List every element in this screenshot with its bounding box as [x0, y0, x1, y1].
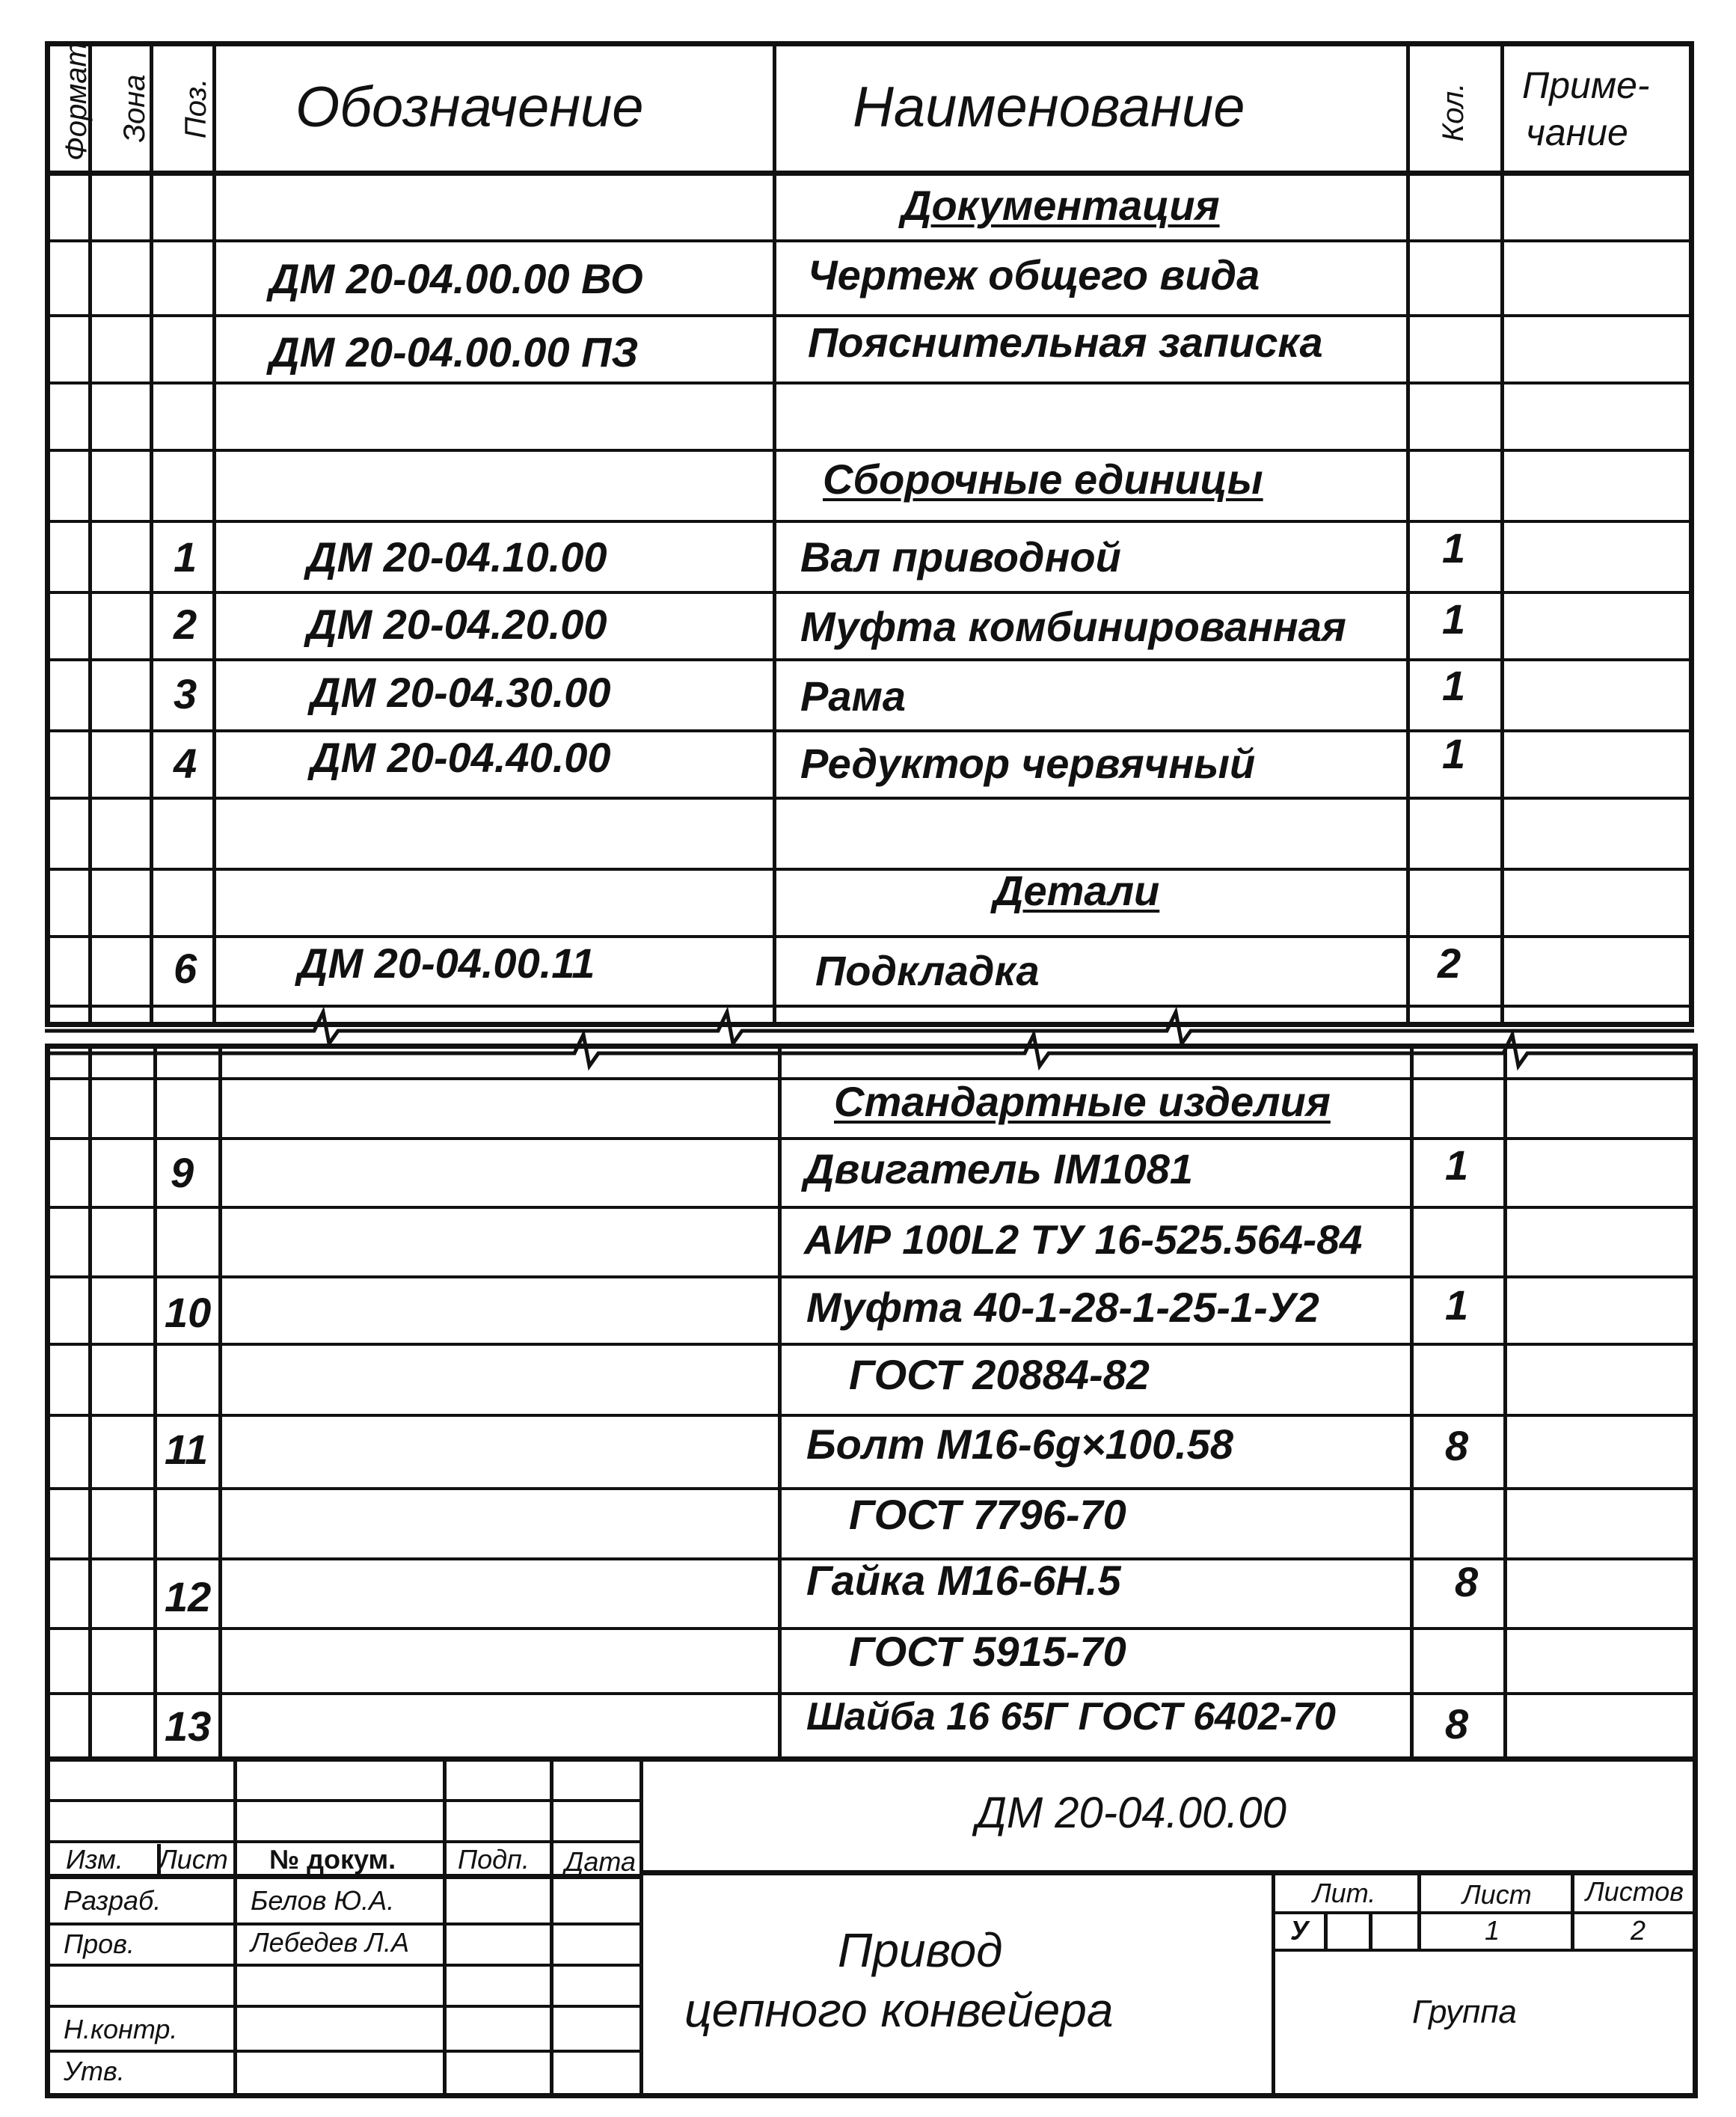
col-line [218, 1044, 222, 1758]
qty-cell: 1 [1442, 662, 1466, 709]
pos-cell: 13 [165, 1703, 212, 1750]
designation-cell: ДМ 20-04.00.11 [298, 940, 595, 987]
title-row-line [45, 2050, 640, 2053]
name-cell: Гайка М16-6Н.5 [806, 1557, 1121, 1604]
label-date: Дата [565, 1846, 636, 1877]
row-line [45, 1414, 1698, 1417]
name-cell: Шайба 16 65Г ГОСТ 6402-70 [806, 1695, 1336, 1738]
label-lit: Лит. [1313, 1878, 1376, 1908]
qty-cell: 2 [1438, 940, 1462, 987]
col-line [1503, 1044, 1507, 1758]
pos-cell: 9 [171, 1149, 194, 1196]
qty-cell: 1 [1442, 524, 1466, 572]
header-pos: Поз. [180, 78, 212, 139]
row-line [45, 1206, 1698, 1209]
name-cell: Редуктор червячный [800, 740, 1256, 787]
name-cell: Подкладка [815, 947, 1040, 994]
title-col-line [1272, 1870, 1275, 2098]
label-norm-control: Н.контр. [64, 2014, 178, 2044]
label-list: Лист [159, 1844, 228, 1875]
checker-name: Лебедев Л.А [251, 1927, 409, 1958]
section-documentation: Документация [901, 182, 1220, 229]
designation-cell: ДМ 20-04.00.00 ВО [269, 255, 643, 302]
title-col-line [1369, 1911, 1372, 1949]
label-doc-no: № докум. [269, 1844, 396, 1875]
title-col-line [233, 1756, 237, 2098]
qty-cell: 8 [1445, 1700, 1469, 1747]
title-col-line [550, 1756, 553, 2098]
header-qty: Кол. [1437, 82, 1470, 142]
pos-cell: 4 [174, 740, 197, 787]
header-note-line1: Приме- [1522, 64, 1650, 106]
title-row-line [1272, 1911, 1698, 1914]
name-cell: ГОСТ 7796-70 [849, 1491, 1126, 1538]
pos-cell: 2 [174, 601, 197, 648]
sheets-value: 2 [1631, 1915, 1646, 1946]
label-approved: Утв. [64, 2056, 125, 2086]
title-block-top-line [45, 1756, 1698, 1762]
group-label: Группа [1412, 1994, 1517, 2030]
label-developed: Разраб. [64, 1885, 162, 1916]
title-row-line [45, 1923, 640, 1925]
section-details: Детали [993, 867, 1160, 914]
title-row-line [45, 1964, 640, 1967]
header-designation: Обозначение [295, 76, 644, 139]
label-sheet: Лист [1462, 1879, 1532, 1910]
header-zone: Зона [118, 74, 151, 143]
title-row-line [45, 1840, 640, 1843]
designation-cell: ДМ 20-04.20.00 [307, 601, 607, 648]
title-row-line [1272, 1949, 1698, 1952]
row-line [45, 1137, 1698, 1140]
qty-cell: 1 [1442, 730, 1466, 777]
title-line2: цепного конвейера [684, 1983, 1114, 2037]
name-cell: АИР 100L2 ТУ 16-525.564-84 [804, 1216, 1363, 1263]
col-line [778, 1044, 782, 1758]
section-standard-items: Стандартные изделия [834, 1078, 1331, 1125]
section-assembly-units: Сборочные единицы [823, 456, 1263, 503]
title-row-line [640, 1870, 1698, 1875]
title-row-line [45, 1799, 640, 1802]
qty-cell: 1 [1445, 1281, 1469, 1329]
label-checked: Пров. [64, 1928, 135, 1959]
header-note-line2: чание [1526, 111, 1628, 153]
header-format: Формат [60, 42, 93, 161]
lit-value: У [1290, 1915, 1309, 1946]
name-cell: ГОСТ 5915-70 [849, 1628, 1126, 1675]
title-line1: Привод [838, 1923, 1003, 1977]
title-col-line [1571, 1870, 1574, 1949]
title-row-line [45, 2005, 640, 2008]
name-cell: Муфта 40-1-28-1-25-1-У2 [806, 1284, 1319, 1331]
doc-code: ДМ 20-04.00.00 [976, 1789, 1286, 1837]
label-izm: Изм. [66, 1844, 123, 1875]
col-line [1410, 1044, 1414, 1758]
designation-cell: ДМ 20-04.30.00 [310, 669, 611, 716]
pos-cell: 1 [174, 533, 197, 580]
qty-cell: 8 [1455, 1558, 1479, 1605]
col-line [153, 1044, 157, 1758]
name-cell: Муфта комбинированная [800, 603, 1346, 650]
pos-cell: 11 [165, 1426, 209, 1473]
pos-cell: 3 [174, 670, 197, 717]
name-cell: ГОСТ 20884-82 [849, 1351, 1150, 1398]
designation-cell: ДМ 20-04.00.00 ПЗ [269, 328, 639, 376]
designation-cell: ДМ 20-04.40.00 [310, 734, 611, 781]
row-line [45, 1275, 1698, 1278]
sheet-value: 1 [1485, 1915, 1500, 1946]
designation-cell: ДМ 20-04.10.00 [307, 533, 607, 580]
col-line [88, 1044, 92, 1758]
developer-name: Белов Ю.А. [251, 1885, 395, 1916]
name-cell: Пояснительная записка [808, 319, 1323, 366]
pos-cell: 10 [165, 1289, 212, 1336]
pos-cell: 12 [165, 1573, 212, 1620]
label-sheets: Листов [1586, 1876, 1684, 1907]
title-col-line [1417, 1870, 1421, 1949]
row-line [45, 1343, 1698, 1346]
name-cell: Вал приводной [800, 533, 1121, 580]
qty-cell: 1 [1442, 595, 1466, 643]
title-col-line [640, 1756, 643, 2098]
title-col-line [443, 1756, 447, 2098]
qty-cell: 1 [1445, 1142, 1469, 1189]
name-cell: Болт М16-6g×100.58 [806, 1421, 1233, 1468]
name-cell: Двигатель IM1081 [804, 1145, 1194, 1192]
label-sign: Подп. [458, 1844, 530, 1875]
name-cell: Рама [800, 673, 907, 720]
header-name: Наименование [853, 76, 1245, 139]
name-cell: Чертеж общего вида [808, 251, 1260, 298]
pos-cell: 6 [174, 945, 197, 992]
title-col-line [1324, 1911, 1328, 1949]
qty-cell: 8 [1445, 1422, 1469, 1469]
